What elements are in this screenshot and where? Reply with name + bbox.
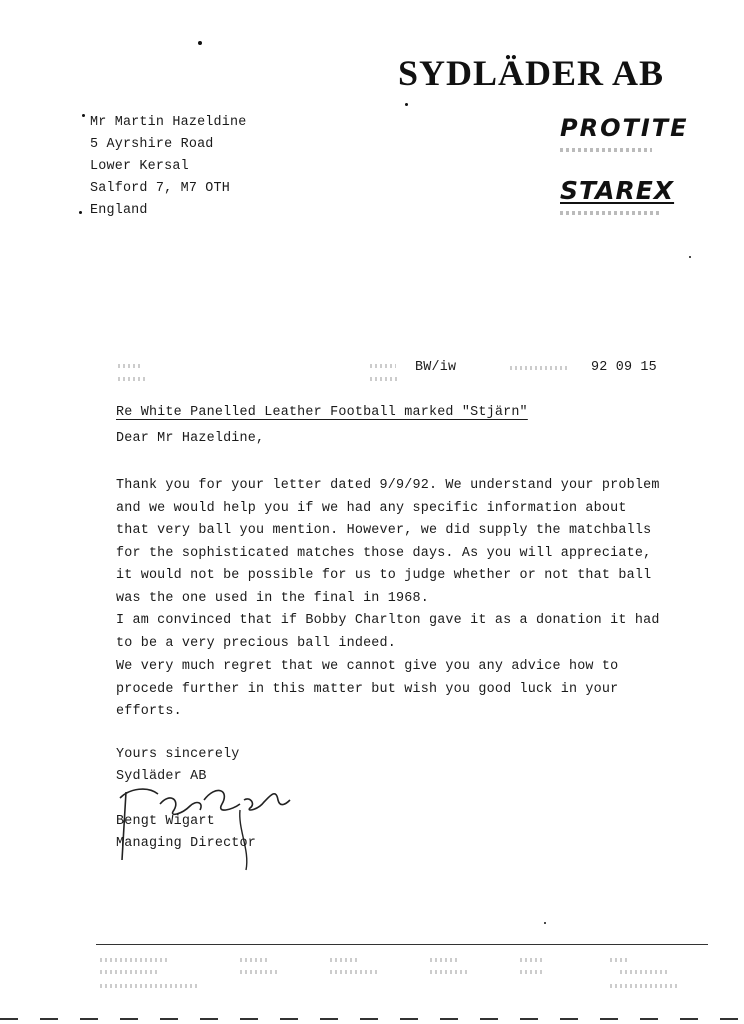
closing: Yours sincerely <box>116 747 240 762</box>
faint-footer-text <box>240 970 280 974</box>
recipient-address <box>90 112 246 222</box>
salutation: Dear Mr Hazeldine, <box>116 431 265 446</box>
letter-date: 92 09 15 <box>591 360 657 375</box>
speck-mark <box>689 256 691 258</box>
brand-logo-starex <box>560 176 674 215</box>
body-line: Thank you for your letter dated 9/9/92. We understand your problem <box>116 478 660 493</box>
recipient-country: England <box>90 203 148 218</box>
closing-company: Sydläder AB <box>116 769 207 784</box>
body-line: that very ball you mention. However, we did supply the matchballs <box>116 523 652 538</box>
faint-footer-text <box>520 958 545 962</box>
faint-footer-text <box>330 970 380 974</box>
starex-logo-text: STAREX <box>560 176 675 205</box>
footer-rule <box>96 944 708 945</box>
signatory-title: Managing Director <box>116 836 257 851</box>
faint-footer-text <box>100 958 170 962</box>
body-paragraph-2 <box>116 656 716 724</box>
speck-mark <box>405 103 408 106</box>
recipient-name: Mr Martin Hazeldine <box>90 115 247 130</box>
protite-logo-text: PROTITE <box>560 114 689 142</box>
body-line: We very much regret that we cannot give you any advice how to <box>116 659 619 674</box>
speck-mark <box>79 211 82 214</box>
body-line: it would not be possible for us to judge whether or not that ball <box>116 568 652 583</box>
body-line: was the one used in the final in 1968. <box>116 590 429 606</box>
speck-mark <box>544 922 546 924</box>
brand-logo-protite <box>560 114 689 152</box>
body-line: I am convinced that if Bobby Charlton gave it as a donation it had <box>116 613 660 628</box>
faint-footer-text <box>330 958 360 962</box>
footer-info-faint <box>100 958 700 998</box>
faint-footer-text <box>240 958 270 962</box>
signatory-name: Bengt Wigart <box>116 814 215 829</box>
faint-footer-text <box>610 984 680 988</box>
faint-footer-text <box>430 958 460 962</box>
faint-footer-text <box>520 970 545 974</box>
faint-footer-text <box>100 984 200 988</box>
faint-footer-text <box>610 958 630 962</box>
body-line: procede further in this matter but wish you good luck in your <box>116 681 619 697</box>
faint-ref-label <box>370 377 400 381</box>
body-line: for the sophisticated matches those days. As you will appreciate, <box>116 545 652 561</box>
recipient-area: Lower Kersal <box>90 159 189 174</box>
signatory-block <box>116 811 256 855</box>
faint-footer-text <box>100 970 160 974</box>
faint-footer-text <box>620 970 670 974</box>
faint-ref-label <box>118 364 140 368</box>
faint-ref-label <box>370 364 396 368</box>
company-name: SYDLÄDER AB <box>398 53 665 93</box>
body-line: efforts. <box>116 704 182 719</box>
faint-date-label <box>510 366 570 370</box>
our-reference: BW/iw <box>415 360 457 375</box>
body-line: and we would help you if we had any specific information about <box>116 500 627 516</box>
faint-footer-text <box>430 970 470 974</box>
speck-mark <box>82 114 85 117</box>
bottom-edge-marks <box>0 1018 744 1020</box>
protite-tagline <box>560 148 652 152</box>
faint-ref-label <box>118 377 148 381</box>
body-paragraph-1 <box>116 475 716 655</box>
recipient-street: 5 Ayrshire Road <box>90 137 214 152</box>
starex-tagline <box>560 211 660 215</box>
body-line: to be a very precious ball indeed. <box>116 635 397 651</box>
recipient-city: Salford 7, M7 OTH <box>90 181 231 196</box>
subject-line: Re White Panelled Leather Football marked "Stjärn" <box>116 405 528 420</box>
speck-mark <box>198 41 202 45</box>
